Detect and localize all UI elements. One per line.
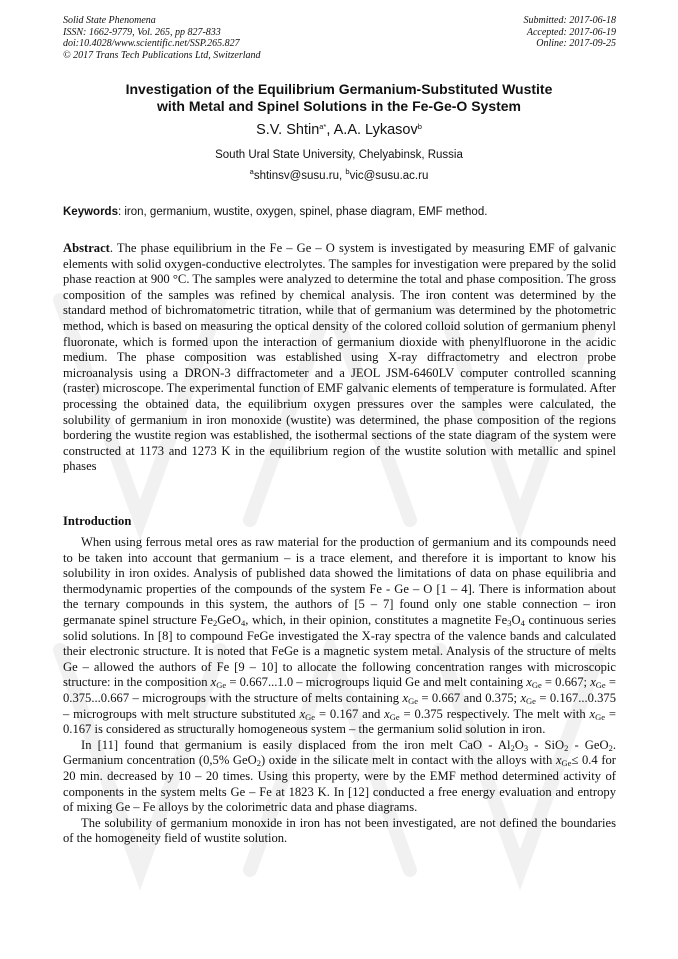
text-run: = 0.375 respectively. The melt with <box>399 706 590 721</box>
text-run: . Germanium concentration (0,5% GeO <box>63 737 616 768</box>
math-var: x <box>589 706 596 721</box>
paper-title <box>40 81 638 115</box>
subscript: Ge <box>216 680 227 691</box>
keywords-section <box>63 205 618 219</box>
text-run: , which, in their opinion, constitutes a magnetite Fe <box>245 612 508 627</box>
text-run: O <box>511 612 521 627</box>
subscript: Ge <box>526 695 536 706</box>
doi-link[interactable]: doi:10.4028/www.scientific.net/SSP.265.827 <box>63 38 240 49</box>
text-run: = 0.667 and 0.375; <box>417 690 521 705</box>
subscript: 2 <box>212 617 218 628</box>
text-run: When using ferrous metal ores as raw material for the production of germanium and its compounds need to be taken into account that germanium – is a trace element, and therefore it is important to know his solubility in iron oxides. Analysis of published data showed the limitations of data on phase equilibria and thermodynamic properties of the compounds of the system Fe - Ge – O [1 – 4]. There is information about the ternary compounds in this system, the authors of [5 – 7] found only one stable connection – iron germanate spinel structure Fe <box>63 535 616 627</box>
math-var: x <box>210 675 217 690</box>
title-line-2: with Metal and Spinel Solutions in the Fe-Ge-O System <box>156 98 522 114</box>
subscript: 3 <box>507 617 512 628</box>
abstract-label: Abstract <box>63 241 110 255</box>
text-run: = 0.667...1.0 – microgroups liquid Ge and melt containing <box>226 675 527 690</box>
subscript: 2 <box>256 758 261 769</box>
text-run: In [11] found that germanium is easily displaced from the iron melt CaO - Al <box>81 737 511 752</box>
subscript: Ge <box>561 758 572 769</box>
text-run: = 0.167...0.375 – microgroups with melt structure substituted <box>63 690 616 721</box>
subscript: Ge <box>531 680 542 691</box>
journal-info <box>63 15 261 61</box>
author-list <box>40 121 638 139</box>
author-emails <box>40 169 638 183</box>
author-name: A.A. Lykasov <box>333 122 418 138</box>
journal-name: Solid State Phenomena <box>63 15 156 26</box>
text-run: = 0.167 and <box>315 706 385 721</box>
text-run: - SiO <box>528 737 565 752</box>
copyright-line: © 2017 Trans Tech Publications Ltd, Switzerland <box>63 49 261 61</box>
text-run: ) oxide in the silicate melt in contact with the alloys with <box>260 753 556 768</box>
subscript: 2 <box>564 742 569 753</box>
math-var: x <box>526 675 532 690</box>
text-run: = 0.167 is considered as structurally homogeneous system – the germanium solid solution in iron. <box>63 706 616 737</box>
affiliation: South Ural State University, Chelyabinsk, Russia <box>215 149 463 161</box>
publication-dates <box>524 15 617 50</box>
subscript: 3 <box>523 742 529 753</box>
email-marker: b <box>345 167 350 176</box>
submitted-date: Submitted: 2017-06-18 <box>523 15 616 26</box>
paragraph: The solubility of germanium monoxide in iron has not been investigated, are not defined the boundaries of the homogeneity field of wustite solution. <box>63 815 616 846</box>
abstract-text: . The phase equilibrium in the Fe – Ge – O system is investigated by measuring EMF of galvanic elements with solid oxygen-conductive electrolytes. The samples for investigation were prepared by the solid phase reaction at 900 °C. The samples were analyzed to determine the total and phase composition. The gross composition of the samples was refined by chemical analysis. The iron content was determined by the standard method of bichromatometric titration, while that of germanium was determined by the photometric method, which is based on measuring the optical density of the colored colloid solution of germanium phenyl fluoronate, which is formed upon the interaction of germanium dioxide with phenylfluorone in the acidic medium. The phase composition was established using X-ray diffractometry and electron probe microanalysis using a DRON-3 diffractometer and a JEOL JSM-6460LV computer controlled scanning (raster) microscope. The experimental function of EMF galvanic elements of temperature is formulated. After processing the obtained data, the equilibrium oxygen pressures over the samples were calculated, the solubility of germanium in iron monoxide (wustite) was determined, the phase composition of the regions bordering the wustite region was established, the isothermal sections of the state diagram of the system were constructed at 1173 and 1273 K in the equilibrium region of the wustite solution with metallic and spinel phases <box>63 241 616 474</box>
subscript: Ge <box>389 711 400 722</box>
subscript: Ge <box>305 711 316 722</box>
paragraph <box>63 535 616 738</box>
introduction-body <box>63 535 616 847</box>
online-date: Online: 2017-09-25 <box>536 38 616 49</box>
title-line-1: Investigation of the Equilibrium Germanium-Substituted Wustite <box>125 81 553 97</box>
subscript: 2 <box>608 742 613 753</box>
math-var: x <box>402 690 409 705</box>
paragraph <box>63 738 616 816</box>
text-run: - GeO <box>568 737 609 752</box>
issn-line: ISSN: 1662-9779, Vol. 265, pp 827-833 <box>63 26 221 38</box>
section-heading: Introduction <box>63 514 132 528</box>
text-run: O <box>514 737 524 752</box>
text-run: = 0.375...0.667 – microgroups with the structure of melts containing <box>63 675 616 705</box>
author-name: S.V. Shtin <box>256 122 320 138</box>
keywords-label: Keywords <box>63 206 118 218</box>
text-run: ≤ 0.4 for 20 min. decreased by 10 – 20 times. Using this property, were by the EMF method determined activity of components in the system melts Ge – Fe at 1823 K. In [12] conducted a free energy evaluation and entropy of mixing Ge – Fe alloys by the colorimetric data and phase diagrams. <box>63 753 617 815</box>
accepted-date: Accepted: 2017-06-19 <box>526 26 616 38</box>
subscript: 4 <box>240 617 246 628</box>
keywords-text: : iron, germanium, wustite, oxygen, spinel, phase diagram, EMF method. <box>117 206 488 218</box>
math-var: x <box>555 753 562 768</box>
math-var: x <box>384 706 390 721</box>
subscript: Ge <box>408 695 418 706</box>
email-marker: a <box>249 167 254 176</box>
author-separator: , <box>326 122 334 138</box>
subscript: Ge <box>595 711 606 722</box>
text-run: = 0.667; <box>541 675 591 690</box>
math-var: x <box>590 675 596 690</box>
abstract-section <box>63 241 616 475</box>
subscript: Ge <box>595 680 606 691</box>
email-link[interactable]: vic@susu.ac.ru <box>349 170 429 182</box>
author-superscript: b <box>417 122 422 131</box>
email-link[interactable]: shtinsv@susu.ru, <box>253 170 346 182</box>
author-superscript: a* <box>319 122 327 131</box>
text-run: continuous series solid solutions. In [8] to compound FeGe investigated the X-ray spectra of the valence bands and calculated their electronic structure. It is noted that FeGe is a magnetic system metal. Analysis of the structure of melts Ge – allowed the authors of Fe [9 – 10] to allocate the following concentration ranges with microscopic structure: in the composition <box>63 612 616 690</box>
subscript: 2 <box>510 742 515 753</box>
text-run: GeO <box>217 612 241 627</box>
math-var: x <box>299 706 306 721</box>
subscript: 4 <box>520 617 525 628</box>
math-var: x <box>520 690 527 705</box>
